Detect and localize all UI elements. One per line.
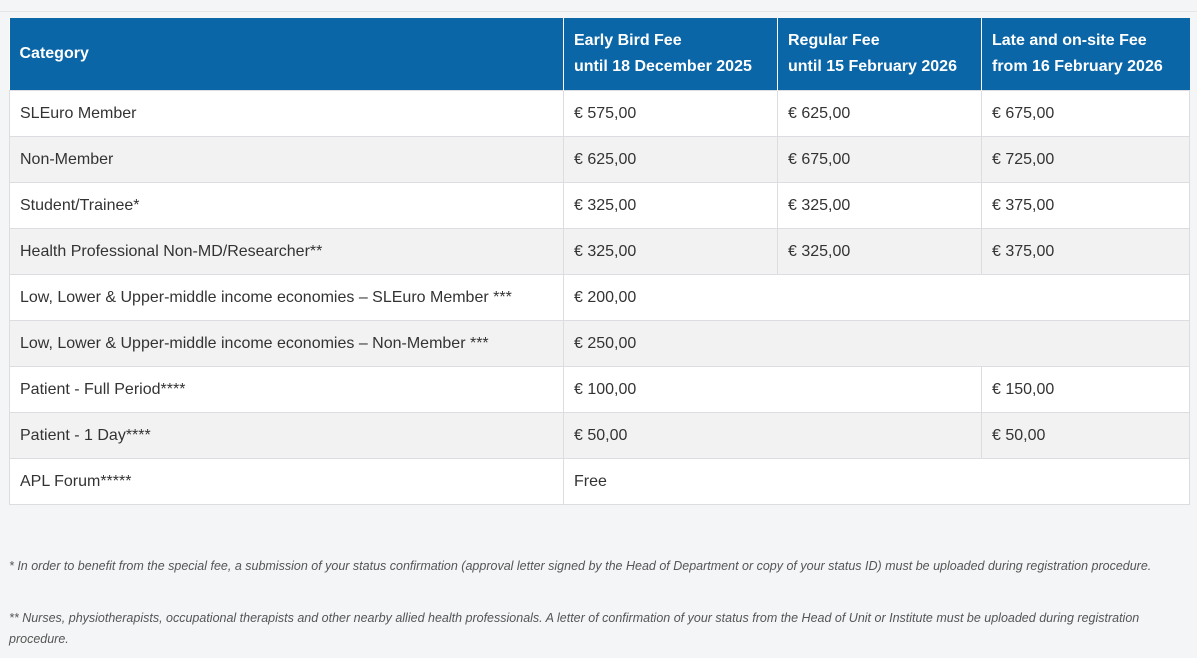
cell-fee-all-periods: Free	[564, 459, 1190, 505]
table-row	[10, 91, 1190, 137]
header-late-fee	[982, 18, 1190, 91]
cell-early-fee: € 575,00	[564, 91, 778, 137]
cell-category: Low, Lower & Upper-middle income economies – Non-Member ***	[10, 321, 564, 367]
header-regular-title: Regular Fee	[788, 32, 880, 49]
cell-late-fee: € 150,00	[982, 367, 1190, 413]
cell-regular-fee: € 675,00	[778, 137, 982, 183]
header-regular-date: until 15 February 2026	[788, 58, 957, 75]
cell-late-fee: € 375,00	[982, 229, 1190, 275]
table-row	[10, 459, 1190, 505]
header-early-bird-title: Early Bird Fee	[574, 32, 682, 49]
cell-category: Patient - 1 Day****	[10, 413, 564, 459]
cell-category: SLEuro Member	[10, 91, 564, 137]
cell-regular-fee: € 325,00	[778, 183, 982, 229]
table-header-row	[10, 18, 1190, 91]
table-row	[10, 137, 1190, 183]
table-row	[10, 183, 1190, 229]
cell-late-fee: € 375,00	[982, 183, 1190, 229]
cell-category: Patient - Full Period****	[10, 367, 564, 413]
divider	[0, 11, 1197, 12]
cell-early-regular-fee: € 100,00	[564, 367, 982, 413]
cell-regular-fee: € 625,00	[778, 91, 982, 137]
header-late-title: Late and on-site Fee	[992, 32, 1147, 49]
footnote-student-trainee: * In order to benefit from the special fee, a submission of your status confirmation (approval letter signed by the Head of Department or copy of your status ID) must be uploaded during registration procedure.	[9, 559, 1152, 573]
header-early-bird-date: until 18 December 2025	[574, 58, 752, 75]
header-category	[10, 18, 564, 91]
cell-early-fee: € 325,00	[564, 183, 778, 229]
registration-fees-table	[9, 18, 1190, 505]
cell-late-fee: € 50,00	[982, 413, 1190, 459]
cell-category: Low, Lower & Upper-middle income economies – SLEuro Member ***	[10, 275, 564, 321]
header-late-date: from 16 February 2026	[992, 58, 1163, 75]
cell-late-fee: € 675,00	[982, 91, 1190, 137]
cell-category: Health Professional Non-MD/Researcher**	[10, 229, 564, 275]
table-row	[10, 275, 1190, 321]
footnote-health-professional: ** Nurses, physiotherapists, occupational therapists and other nearby allied health professionals. A letter of confirmation of your status from the Head of Unit or Institute must be uploaded during registration procedure.	[9, 611, 1140, 646]
cell-early-regular-fee: € 50,00	[564, 413, 982, 459]
cell-late-fee: € 725,00	[982, 137, 1190, 183]
cell-category: Student/Trainee*	[10, 183, 564, 229]
cell-early-fee: € 625,00	[564, 137, 778, 183]
table-row	[10, 367, 1190, 413]
table-row	[10, 321, 1190, 367]
cell-regular-fee: € 325,00	[778, 229, 982, 275]
cell-category: Non-Member	[10, 137, 564, 183]
table-row	[10, 229, 1190, 275]
table-row	[10, 413, 1190, 459]
cell-fee-all-periods: € 250,00	[564, 321, 1190, 367]
header-early-bird-fee	[564, 18, 778, 91]
cell-early-fee: € 325,00	[564, 229, 778, 275]
cell-category: APL Forum*****	[10, 459, 564, 505]
header-category-label: Category	[19, 45, 89, 62]
cell-fee-all-periods: € 200,00	[564, 275, 1190, 321]
header-regular-fee	[778, 18, 982, 91]
